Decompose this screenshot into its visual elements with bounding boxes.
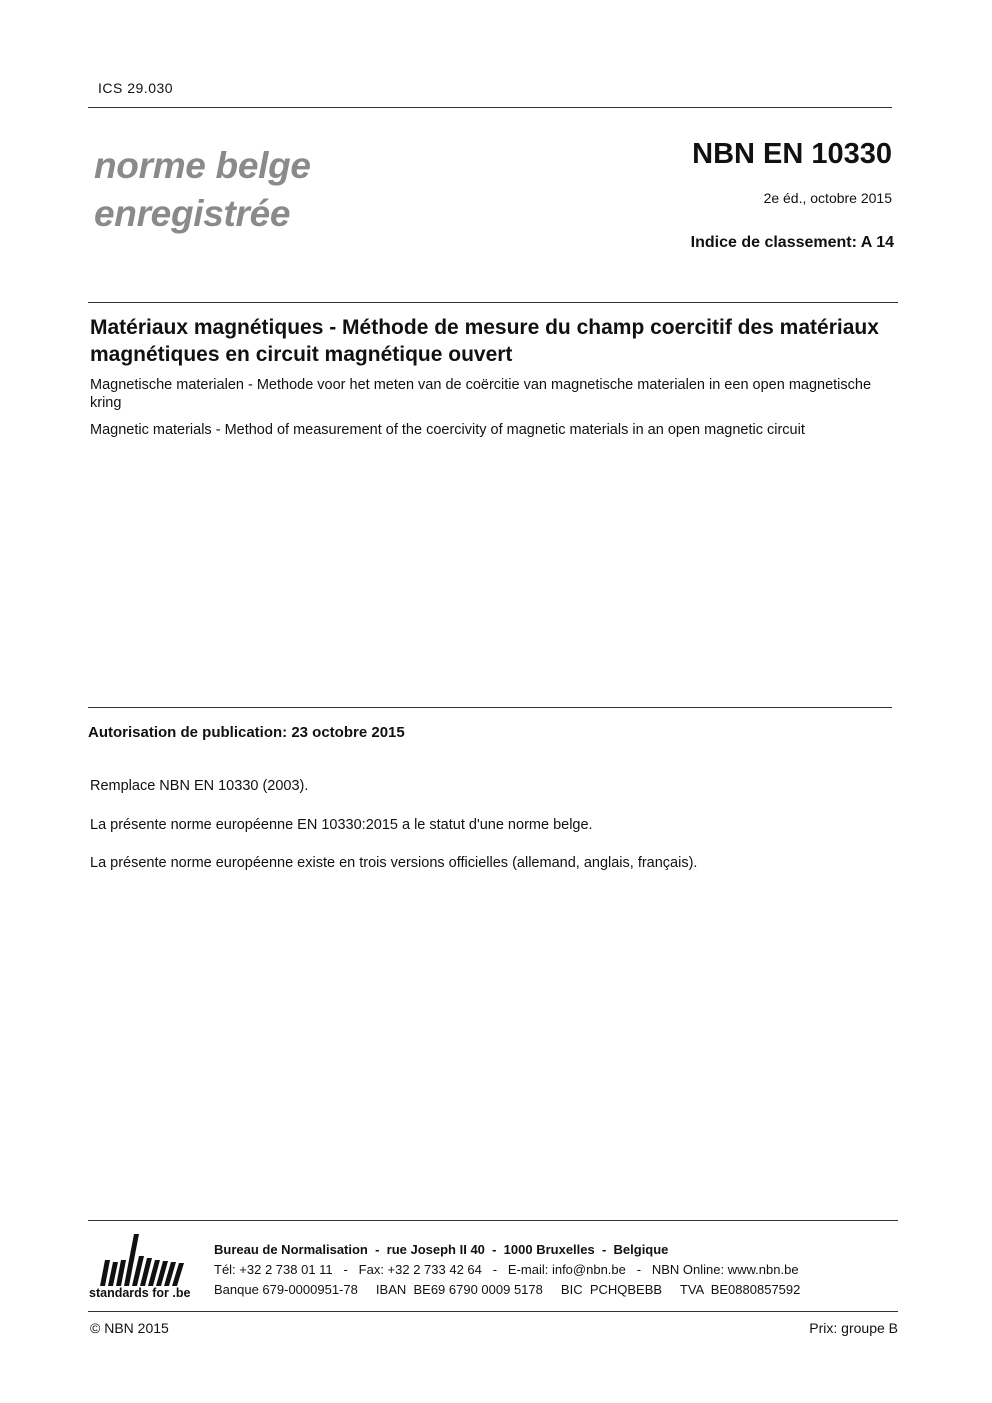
footer-bank-details: Banque 679-0000951-78 IBAN BE69 6790 0009 5178 BIC PCHQBEBB TVA BE0880857592 [214, 1282, 801, 1297]
publication-divider [88, 707, 892, 708]
ics-code: ICS 29.030 [98, 80, 174, 96]
title-dutch: Magnetische materialen - Methode voor het meten van de coërcitie van magnetische materialen in een open magnetische kring [90, 377, 872, 411]
versions-paragraph: La présente norme européenne existe en trois versions officielles (allemand, anglais, français). [90, 855, 698, 871]
footer-divider [88, 1220, 898, 1221]
replaces-paragraph: Remplace NBN EN 10330 (2003). [90, 778, 309, 794]
edition-date: 2e éd., octobre 2015 [763, 190, 892, 206]
bottom-divider [88, 1311, 898, 1312]
copyright: © NBN 2015 [90, 1320, 169, 1336]
series-label [94, 142, 311, 238]
standard-code: NBN EN 10330 [692, 138, 892, 170]
logo-tagline: standards for .be [89, 1286, 191, 1300]
publication-authorisation: Autorisation de publication: 23 octobre 2015 [88, 724, 405, 741]
footer-contact: Tél: +32 2 738 01 11 - Fax: +32 2 733 42 64 - E-mail: info@nbn.be - NBN Online: www.nbn.be [214, 1262, 799, 1277]
header-divider [88, 107, 892, 108]
title-french: Matériaux magnétiques - Méthode de mesure du champ coercitif des matériaux magnétiques en circuit magnétique ouvert [90, 316, 879, 366]
classification-index: Indice de classement: A 14 [690, 234, 894, 251]
status-paragraph: La présente norme européenne EN 10330:2015 a le statut d'une norme belge. [90, 817, 593, 833]
series-line-2: enregistrée [94, 193, 291, 234]
price-group: Prix: groupe B [809, 1320, 898, 1336]
title-divider [88, 302, 898, 303]
series-line-1: norme belge [94, 145, 311, 186]
footer-address: Bureau de Normalisation - rue Joseph II 40 - 1000 Bruxelles - Belgique [214, 1242, 669, 1257]
title-english: Magnetic materials - Method of measurement of the coercivity of magnetic materials in an open magnetic circuit [90, 422, 805, 438]
